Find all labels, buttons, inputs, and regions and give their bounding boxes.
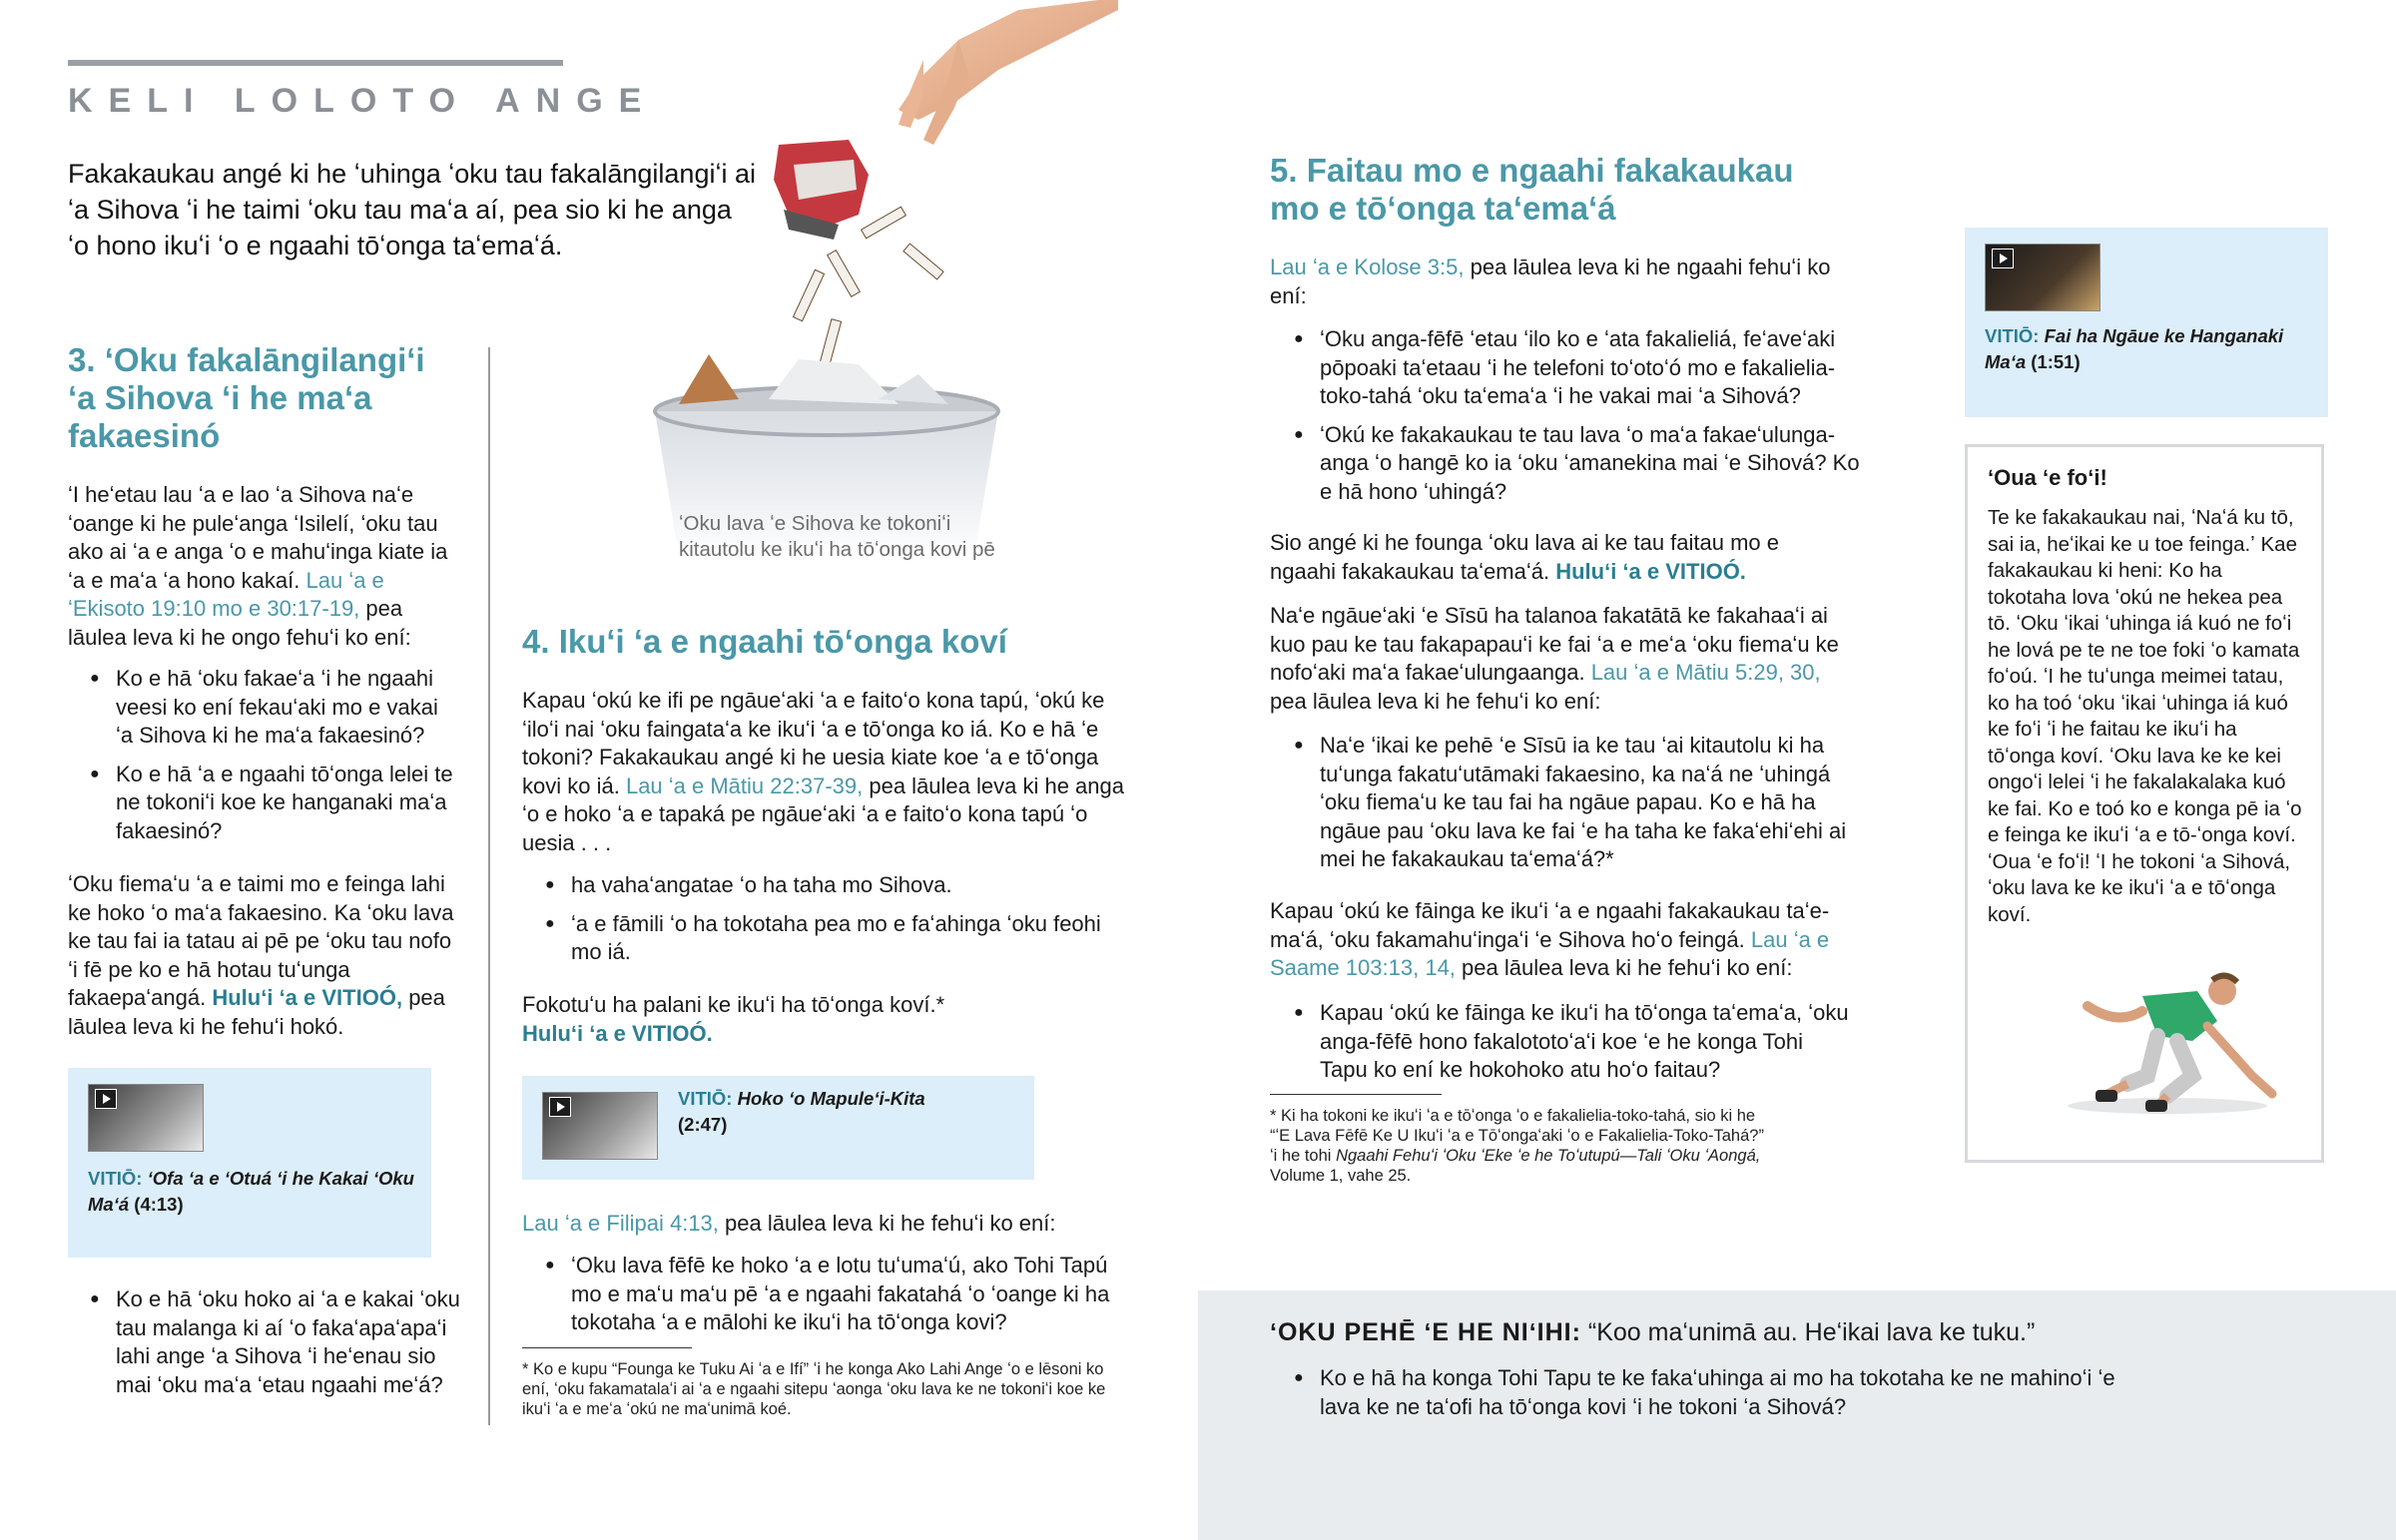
section-4-final-question [545,1252,1124,1347]
section-3-paragraph-1 [68,481,457,652]
scripture-link[interactable]: Lau ʻa e Filipai 4:13, [522,1211,719,1236]
video-link[interactable]: Huluʻi ʻa e VITIOÓ. [1555,558,1746,584]
section-5-title [1270,152,1794,228]
column-divider [488,347,490,1425]
paragraph-text: Naʻe ngāueʻaki ʻe Sīsū ha talanoa fakatātā ke fakahaaʻi ai kuo pau ke tau fakapapauʻi ke fai ʻa e meʻa ʻoku fiemaʻu ke nofoʻaki maʻa fakaeʻulungaanga. [1270,603,1839,685]
video-kicker: VITIŌ: [88,1168,143,1189]
some-say-label: ʻOKU PEHĒ ʻE HE NIʻIHI: [1270,1318,1581,1346]
encouragement-box [1965,444,2324,1163]
scripture-link[interactable]: Lau ʻa e Mātiu 22:37-39, [625,772,864,798]
section-4-list [545,871,1104,977]
paragraph-text: Fokotuʻu ha palani ke ikuʻi ha tōʻonga koví.* [522,992,945,1017]
video-link[interactable]: Huluʻi ʻa e VITIOÓ, [212,985,403,1010]
paragraph-text: pea lāulea leva ki he fehuʻi hokó. [68,985,445,1039]
question-item: ● Ko e hā ʻoku fakaeʻa ʻi he ngaahi veesi ko ení fekauʻaki mo e vakai ʻa Sihova ki he maʻa fakaesinó? [90,665,459,751]
section-5-middle-question [1294,732,1853,884]
box-text: Te ke fakakaukau nai, ʻNaʻá ku tō, sai ia, heʻikai ke u toe feinga.ʼ Kae fakakaukau ki heni: Ko ha tokotaha lova ʻokú ne hekea pea tō. ʻOku ʻikai ʻuhinga iá kuó ne foʻi he lová pe te ne toe foki ʻo kamata foʻoú. ʻI he tuʻunga meimei tatau, ko ha toó ʻoku ʻikai ʻuhinga iá kuó ke foʻi ʻi he faitau ke ikuʻi ha tōʻonga koví. ʻOku lava ke ke kei ongoʻi lelei ʻi he fakalakalaka kuó ke fai. Ko e toó ko e konga pē ia ʻo e feinga ke ikuʻi ʻa e tō-ʻonga koví. ʻOua ʻe foʻi! ʻI he tokoni ʻa Sihová, ʻoku lava ke ke ikuʻi ʻa e tōʻonga koví. [1988,506,2302,926]
video-card-section-3[interactable] [68,1068,431,1258]
section-4-title: 4. Ikuʻi ʻa e ngaahi tōʻonga koví [522,623,1007,660]
video-link[interactable]: Huluʻi ʻa e VITIOÓ. [522,1020,713,1046]
video-thumbnail[interactable] [542,1092,658,1160]
scripture-link[interactable]: Lau ʻa e Mātiu 5:29, 30, [1590,660,1821,685]
section-3-questions [90,665,459,855]
footnote-line: * Ki ha tokoni ke ikuʻi ʻa e tōʻonga ʻo e fakalielia-toko-tahá, sio ki he [1270,1107,1756,1125]
video-kicker: VITIŌ: [678,1088,733,1109]
some-say-quote: “Koo maʻunimā au. Heʻikai lava ke tuku.” [1587,1318,2036,1346]
video-duration: (1:51) [2031,351,2081,372]
scripture-link[interactable]: Lau ʻa e Saame 103:13, 14, [1270,926,1830,980]
footnote-line: Volume 1, vahe 25. [1270,1167,1412,1185]
intro-paragraph: Fakakaukau angé ki he ʻuhinga ʻoku tau fakalāngilangiʻi ai ʻa Sihova ʻi he taimi ʻoku tau maʻa aí, pea sio ki he anga ʻo hono ikuʻi ʻo e ngaahi tōʻonga taʻemaʻá. [68,159,756,260]
section-4-paragraph-3 [522,1210,1121,1239]
section-5-paragraph-3 [1270,602,1859,716]
video-title: Hoko ʻo Mapuleʻi-Kita [737,1088,925,1109]
section-4-footnote: * Ko e kupu “Founga ke Tuku Ai ʻa e Ifí” ʻi he konga Ako Lahi Ange ʻo e lēsoni ko ení, ʻoku fakamatalaʻi ai ʻa e ngaahi sitepu ʻaonga ʻoku lava ke ne tokoniʻi koe ke ikuʻi ʻa e meʻa ʻokú ne maʻunimā koé. [522,1360,1106,1418]
hand-dropping-cigarettes-image [619,0,1118,559]
video-title: Fai ha Ngāue ke Hanganaki Maʻa [1985,325,2284,372]
section-5-paragraph-4 [1270,897,1859,983]
some-say-statement [1270,1316,2368,1348]
section-5-paragraph-2 [1270,529,1849,586]
paragraph-text: ʻOku fiemaʻu ʻa e taimi mo e feinga lahi ke hoko ʻo maʻa fakaesino. Ka ʻoku lava ke tau fai ia tatau ai pē pe ʻoku tau nofo ʻi fē pe ko e hā hotau tuʻunga fakaepaʻangá. [68,871,454,1010]
paragraph-text: pea lāulea leva ki he fehuʻi ko ení: [725,1211,1056,1236]
question-item: ● ʻOku anga-fēfē ʻetau ʻilo ko e ʻata fakalieliá, feʻaveʻaki pōpoaki taʻetaau ʻi he telefoni toʻotoʻó mo e fakalielia-toko-tahá ʻoku taʻemaʻa ʻi he vakai mai ʻa Sihová? [1294,325,1863,411]
header-rule [68,60,563,66]
video-label [88,1166,417,1218]
trash-illustration [619,0,1118,559]
video-card-sidebar[interactable] [1965,228,2328,417]
question-item: ● Kapau ʻokú ke fāinga ke ikuʻi ha tōʻonga taʻemaʻa, ʻoku anga-fēfē hono fakalototoʻaʻi koe ʻe he konga Tohi Tapu ko ení ke hokohoko atu hoʻo faitau? [1294,999,1853,1085]
question-item: ● Ko e hā ʻa e ngaahi tōʻonga lelei te ne tokoniʻi koe ke hanganaki maʻa fakaesinó? [90,761,459,846]
paragraph-text: pea lāulea leva ki he fehuʻi ko ení: [1270,688,1601,714]
list-item: ● ha vahaʻangatae ʻo ha taha mo Sihova. [545,871,1104,900]
section-4-paragraph-1 [522,687,1127,857]
box-title: ʻOua ʻe foʻi! [1988,465,2107,490]
caption-line: ʻOku lava ʻe Sihova ke tokoniʻi [679,512,951,535]
title-line: fakaesinó [68,417,221,454]
paragraph-text: Kapau ʻokú ke ifi pe ngāueʻaki ʻa e faitoʻo kona tapú, ʻokú ke ʻiloʻi nai ʻoku faingataʻa ke ikuʻi ʻa e tōʻonga ko iá. Ko e hā ʻe tokoni? Fakakaukau angé ki he uesia kiate koe ʻa e tōʻonga kovi ko iá. [522,688,1105,798]
play-icon [549,1097,571,1117]
section-3-title [68,341,467,455]
footnote-text: ʻi he tohi [1270,1147,1332,1165]
question-item: ● Ko e hā ha konga Tohi Tapu te ke fakaʻuhinga ai mo ha tokotaha ke ne mahinoʻi ʻe lava ke ne taʻofi ha tōʻonga kovi ʻi he tokoni ʻa Sihová? [1294,1364,2152,1421]
section-kicker: KELI LOLOTO ANGE [68,82,658,120]
paragraph-text: ʻI heʻetau lau ʻa e lao ʻa Sihova naʻe ʻoange ki he puleʻanga ʻIsilelí, ʻoku tau ako ai ʻa e anga ʻo e mahuʻinga kiate ia ʻa e maʻa ʻa hono kakaí. [68,482,448,593]
section-4-paragraph-2 [522,991,1121,1048]
list-item: ● ʻa e fāmili ʻo ha tokotaha pea mo e faʻahinga ʻoku feohi mo iá. [545,910,1104,967]
fallen-runner-image [2048,966,2287,1116]
question-item: ● ʻOkú ke fakakaukau te tau lava ʻo maʻa fakaeʻulunga-anga ʻo hangē ko ia ʻoku ʻamanekina mai ʻe Sihová? Ko e hā hono ʻuhingá? [1294,421,1863,507]
footnote-rule [522,1347,692,1348]
question-item: ● ʻOku lava fēfē ke hoko ʻa e lotu tuʻumaʻú, ako Tohi Tapú mo e maʻu maʻu pē ʻa e ngaahi fakatahá ʻo ʻoange ki ha tokotaha ʻa e mālohi ke ikuʻi ha tōʻonga kovi? [545,1252,1124,1337]
some-say-question [1294,1364,2152,1431]
footnote-line: “ʻE Lava Fēfē Ke U Ikuʻi ʻa e Tōʻongaʻaki ʻo e Fakalielia-Toko-Tahá?” [1270,1127,1764,1145]
paragraph-text: Sio angé ki he founga ʻoku lava ai ke tau faitau mo e ngaahi fakakaukau taʻemaʻá. [1270,530,1780,584]
video-thumbnail[interactable] [1985,244,2100,311]
question-item: ● Ko e hā ʻoku hoko ai ʻa e kakai ʻoku tau malanga ki aí ʻo fakaʻapaʻapaʻi lahi ange ʻa Sihova ʻi heʻenau sio mai ʻoku maʻa ʻetau ngaahi meʻá? [90,1285,469,1399]
title-line: mo e tōʻonga taʻemaʻá [1270,190,1616,227]
title-line: ʻa Sihova ʻi he maʻa [68,379,372,416]
illustration-caption [679,511,995,563]
play-icon [1992,249,2014,268]
video-title: ʻOfa ʻa e ʻOtuá ʻi he Kakai ʻOku Maʻá [88,1168,414,1215]
video-duration: (2:47) [678,1114,728,1135]
section-5-paragraph-1 [1270,254,1849,310]
section-3-final-question [90,1285,469,1409]
play-icon [95,1089,117,1109]
some-say-panel [1198,1290,2396,1540]
video-label [678,1086,1017,1138]
footnote-rule [1270,1094,1442,1095]
video-label [1985,323,2314,375]
title-line: 5. Faitau mo e ngaahi fakakaukau [1270,152,1794,189]
section-5-footnote [1270,1106,1889,1186]
section-5-final-question [1294,999,1853,1095]
video-duration: (4:13) [134,1194,184,1215]
video-thumbnail[interactable] [88,1084,204,1152]
scripture-link[interactable]: Lau ʻa e Kolose 3:5, [1270,255,1465,279]
question-item: ● Naʻe ʻikai ke pehē ʻe Sīsū ia ke tau ʻai kitautolu ki ha tuʻunga fakatuʻutāmaki fakaesino, ka naʻá ne ʻuhingá ʻoku fiemaʻu ke tau fai ha ngāue papau. Ko e hā ha ngāue pau ʻoku lava ke fai ʻe ha taha ke fakaʻehiʻehi ai mei he fakakaukau taʻemaʻá?* [1294,732,1853,874]
caption-line: kitautolu ke ikuʻi ha tōʻonga kovi pē [679,538,995,561]
paragraph-text: pea lāulea leva ki he anga ʻo e hoko ʻa e tapaká pe ngāueʻaki ʻa e faitoʻo kona tapú ʻo uesia . . . [522,772,1125,855]
section-3-paragraph-2 [68,870,462,1041]
book-title[interactable]: Ngaahi Fehuʻi ʻOku ʻEke ʻe he Toʻutupú—Tali ʻOku ʻAongá, [1336,1147,1761,1165]
title-line: 3. ʻOku fakalāngilangiʻi [68,341,425,378]
section-5-questions [1294,325,1863,516]
paragraph-text: Kapau ʻokú ke fāinga ke ikuʻi ʻa e ngaahi fakakaukau taʻe-maʻá, ʻoku fakamahuʻingaʻi ʻe Sihova hoʻo feingá. [1270,898,1830,952]
paragraph-text: pea lāulea leva ki he fehuʻi ko ení: [1462,955,1793,980]
paragraph-text: pea lāulea leva ki he ngaahi fehuʻi ko ení: [1270,255,1831,308]
scripture-link[interactable]: Lau ʻa e ʻEkisoto 19:10 mo e 30:17-19, [68,567,384,621]
video-kicker: VITIŌ: [1985,325,2040,346]
paragraph-text: pea lāulea leva ki he ongo fehuʻi ko ení: [68,596,411,650]
video-card-section-4[interactable] [522,1076,1034,1180]
